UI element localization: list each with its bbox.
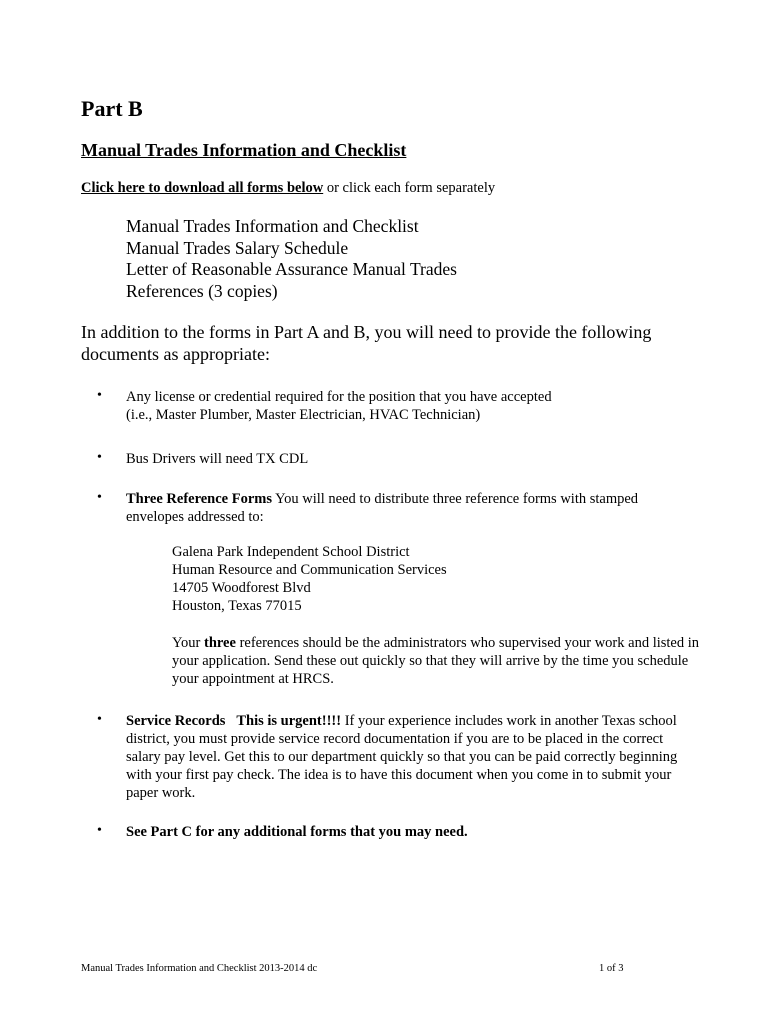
license-line-1: Any license or credential required for the position that you have accepted <box>126 389 552 405</box>
address-line-2: Human Resource and Communication Services <box>172 562 447 578</box>
bullet-license <box>126 388 686 424</box>
form-link-references[interactable]: References (3 copies) <box>126 280 278 301</box>
part-title: Part B <box>81 96 143 121</box>
references-note <box>172 634 712 688</box>
refs-note-bold: three <box>203 635 236 651</box>
address-line-4: Houston, Texas 77015 <box>172 598 302 614</box>
bullet-marker: • <box>97 388 102 403</box>
license-line-2: (i.e., Master Plumber, Master Electrician, HVAC Technician) <box>126 407 481 423</box>
refs-note-post: references should be the administrators who supervised your work and listed in your application. Send these out quickly so that they will arrive by the time you schedule your appointment at HRCS. <box>172 635 700 687</box>
refs-note-pre: Your <box>172 635 204 651</box>
bullet-marker: • <box>97 712 102 727</box>
bullet-bus-drivers: Bus Drivers will need TX CDL <box>126 451 309 467</box>
intro-paragraph: In addition to the forms in Part A and B, you will need to provide the following documents as appropriate: <box>81 322 652 364</box>
bullet-marker: • <box>97 823 102 838</box>
section-title: Manual Trades Information and Checklist <box>81 140 407 160</box>
download-rest-text: or click each form separately <box>323 180 496 196</box>
service-records-urgent: This is urgent!!!! <box>236 713 342 729</box>
form-link-salary-schedule[interactable]: Manual Trades Salary Schedule <box>126 237 349 258</box>
forms-list <box>126 216 457 302</box>
bullet-marker: • <box>97 490 102 505</box>
form-link-information-checklist[interactable]: Manual Trades Information and Checklist <box>126 216 419 236</box>
service-records-heading: Service Records <box>126 713 226 729</box>
form-link-reasonable-assurance[interactable]: Letter of Reasonable Assurance Manual Trades <box>126 259 457 279</box>
bullet-service-records <box>126 712 691 802</box>
bullet-reference-forms <box>126 490 671 526</box>
download-line <box>81 180 495 197</box>
download-all-forms-link[interactable]: Click here to download all forms below <box>81 180 324 196</box>
address-line-1: Galena Park Independent School District <box>172 544 410 560</box>
reference-forms-heading: Three Reference Forms <box>126 491 273 507</box>
bullet-part-c: See Part C for any additional forms that you may need. <box>126 824 468 840</box>
mailing-address <box>172 543 447 615</box>
bullet-marker: • <box>97 450 102 465</box>
footer-document-title: Manual Trades Information and Checklist 2013-2014 dc <box>81 963 318 974</box>
reference-forms-text: You will need to distribute three reference forms with stamped envelopes addressed to: <box>126 491 639 525</box>
service-records-text: If your experience includes work in another Texas school district, you must provide service record documentation if you are to be placed in the correct salary pay level. Get this to our department quickly so that you can be paid correctly beginning with your first pay check. The idea is to have this document when you come in to submit your paper work. <box>126 713 678 801</box>
address-line-3: 14705 Woodforest Blvd <box>172 580 311 596</box>
footer-page-number: 1 of 3 <box>599 963 624 974</box>
